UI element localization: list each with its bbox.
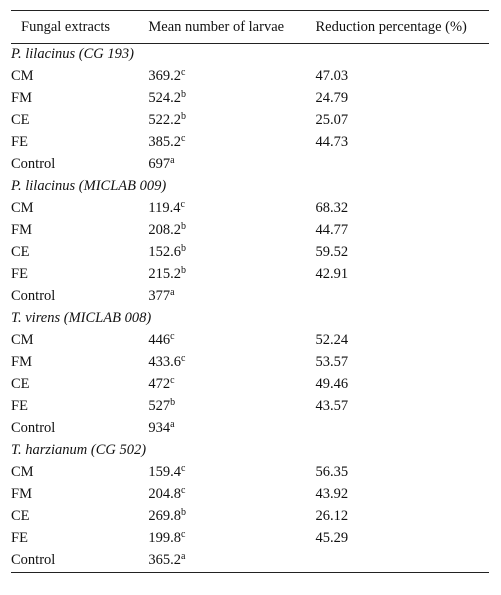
- header-fungal-extracts: Fungal extracts: [11, 11, 148, 44]
- mean-cell: [148, 286, 315, 308]
- mean-cell: [148, 550, 315, 573]
- extract-cell: CM: [11, 200, 34, 216]
- significance-letter: c: [180, 199, 185, 210]
- table-row: [11, 198, 489, 220]
- mean-cell: [148, 374, 315, 396]
- table-header: [11, 11, 489, 44]
- extract-cell: FE: [11, 398, 28, 414]
- extract-cell: CE: [11, 244, 30, 260]
- reduction-cell: 47.03: [315, 68, 349, 84]
- significance-letter: c: [181, 353, 186, 364]
- reduction-cell: [316, 286, 490, 308]
- mean-cell: [148, 352, 315, 374]
- significance-letter: c: [170, 331, 175, 342]
- reduction-cell: 59.52: [315, 244, 349, 260]
- table-row: [11, 330, 489, 352]
- mean-value: 697: [148, 156, 171, 172]
- significance-letter: c: [181, 463, 186, 474]
- extract-cell: FE: [11, 266, 28, 282]
- extract-cell: CE: [11, 376, 30, 392]
- significance-letter: b: [181, 265, 187, 276]
- header-mean-larvae: Mean number of larvae: [148, 11, 315, 44]
- significance-letter: c: [170, 375, 175, 386]
- significance-letter: c: [181, 529, 186, 540]
- mean-cell: [148, 198, 315, 220]
- table-row: [11, 506, 489, 528]
- reduction-cell: 42.91: [315, 266, 349, 282]
- mean-value: 365.2: [148, 552, 182, 568]
- table-row: [11, 352, 489, 374]
- mean-value: 204.8: [148, 486, 182, 502]
- mean-cell: [148, 462, 315, 484]
- table-row: [11, 396, 489, 418]
- extract-cell: FE: [11, 530, 28, 546]
- extract-cell: CM: [11, 464, 34, 480]
- mean-cell: [148, 264, 315, 286]
- mean-cell: [148, 528, 315, 550]
- significance-letter: c: [181, 67, 186, 78]
- significance-letter: b: [181, 243, 187, 254]
- larvae-reduction-table: [11, 10, 489, 573]
- table-row: [11, 484, 489, 506]
- mean-cell: [148, 110, 315, 132]
- mean-value: 159.4: [148, 464, 182, 480]
- mean-value: 385.2: [148, 134, 182, 150]
- table-row: [11, 462, 489, 484]
- mean-value: 522.2: [148, 112, 182, 128]
- table-body: [11, 44, 489, 573]
- mean-cell: [148, 484, 315, 506]
- header-reduction-percentage: Reduction percentage (%): [316, 11, 490, 44]
- reduction-cell: 56.35: [315, 464, 349, 480]
- table-row: [11, 242, 489, 264]
- extract-cell: CE: [11, 508, 30, 524]
- extract-cell: Control: [11, 156, 56, 172]
- reduction-cell: 49.46: [315, 376, 349, 392]
- mean-cell: [148, 418, 315, 440]
- reduction-cell: 26.12: [315, 508, 349, 524]
- mean-cell: [148, 242, 315, 264]
- reduction-cell: 52.24: [315, 332, 349, 348]
- significance-letter: b: [170, 397, 176, 408]
- reduction-cell: 44.77: [315, 222, 349, 238]
- reduction-cell: 45.29: [315, 530, 349, 546]
- extract-cell: FM: [11, 222, 32, 238]
- group-label: P. lilacinus (MICLAB 009): [11, 178, 167, 194]
- table-row: [11, 110, 489, 132]
- mean-cell: [148, 506, 315, 528]
- mean-cell: [148, 330, 315, 352]
- significance-letter: b: [181, 507, 187, 518]
- significance-letter: c: [181, 485, 186, 496]
- extract-cell: FE: [11, 134, 28, 150]
- reduction-cell: 25.07: [315, 112, 349, 128]
- mean-value: 215.2: [148, 266, 182, 282]
- mean-cell: [148, 88, 315, 110]
- extract-cell: CM: [11, 68, 34, 84]
- group-label: P. lilacinus (CG 193): [11, 46, 134, 63]
- reduction-cell: 53.57: [315, 354, 349, 370]
- extract-cell: Control: [11, 288, 56, 304]
- table-row: [11, 66, 489, 88]
- significance-letter: a: [170, 419, 175, 430]
- table-row: [11, 132, 489, 154]
- significance-letter: b: [181, 111, 187, 122]
- mean-cell: [148, 132, 315, 154]
- mean-cell: [148, 66, 315, 88]
- reduction-cell: [316, 154, 490, 176]
- mean-cell: [148, 396, 315, 418]
- significance-letter: b: [181, 221, 187, 232]
- mean-value: 119.4: [148, 200, 181, 216]
- reduction-cell: 44.73: [315, 134, 349, 150]
- table-row: [11, 154, 489, 176]
- group-label: T. virens (MICLAB 008): [11, 310, 152, 326]
- group-row: [11, 308, 489, 330]
- reduction-cell: 68.32: [315, 200, 349, 216]
- group-row: [11, 44, 489, 66]
- mean-value: 377: [148, 288, 171, 304]
- table-row: [11, 374, 489, 396]
- group-row: [11, 440, 489, 462]
- extract-cell: CE: [11, 112, 30, 128]
- reduction-cell: 43.57: [315, 398, 349, 414]
- mean-value: 527: [148, 398, 171, 414]
- significance-letter: c: [181, 133, 186, 144]
- table-row: [11, 264, 489, 286]
- extract-cell: CM: [11, 332, 34, 348]
- table-row: [11, 286, 489, 308]
- group-row: [11, 176, 489, 198]
- significance-letter: a: [170, 287, 175, 298]
- reduction-cell: [316, 550, 490, 573]
- mean-value: 269.8: [148, 508, 182, 524]
- mean-value: 934: [148, 420, 171, 436]
- mean-value: 152.6: [148, 244, 182, 260]
- table-row: [11, 528, 489, 550]
- reduction-cell: 43.92: [315, 486, 349, 502]
- mean-value: 208.2: [148, 222, 182, 238]
- mean-cell: [148, 154, 315, 176]
- group-label: T. harzianum (CG 502): [11, 442, 147, 458]
- significance-letter: a: [181, 551, 186, 562]
- extract-cell: FM: [11, 354, 32, 370]
- extract-cell: Control: [11, 420, 56, 436]
- extract-cell: FM: [11, 486, 32, 502]
- mean-cell: [148, 220, 315, 242]
- mean-value: 199.8: [148, 530, 182, 546]
- significance-letter: b: [181, 89, 187, 100]
- mean-value: 369.2: [148, 68, 182, 84]
- mean-value: 446: [148, 332, 171, 348]
- extract-cell: Control: [11, 550, 148, 573]
- header-row: [11, 11, 489, 44]
- mean-value: 524.2: [148, 90, 182, 106]
- mean-value: 433.6: [148, 354, 182, 370]
- table-row: [11, 88, 489, 110]
- extract-cell: FM: [11, 90, 32, 106]
- reduction-cell: 24.79: [315, 90, 349, 106]
- mean-value: 472: [148, 376, 171, 392]
- significance-letter: a: [170, 155, 175, 166]
- table-row: [11, 418, 489, 440]
- table-row: [11, 550, 489, 573]
- reduction-cell: [316, 418, 490, 440]
- table-row: [11, 220, 489, 242]
